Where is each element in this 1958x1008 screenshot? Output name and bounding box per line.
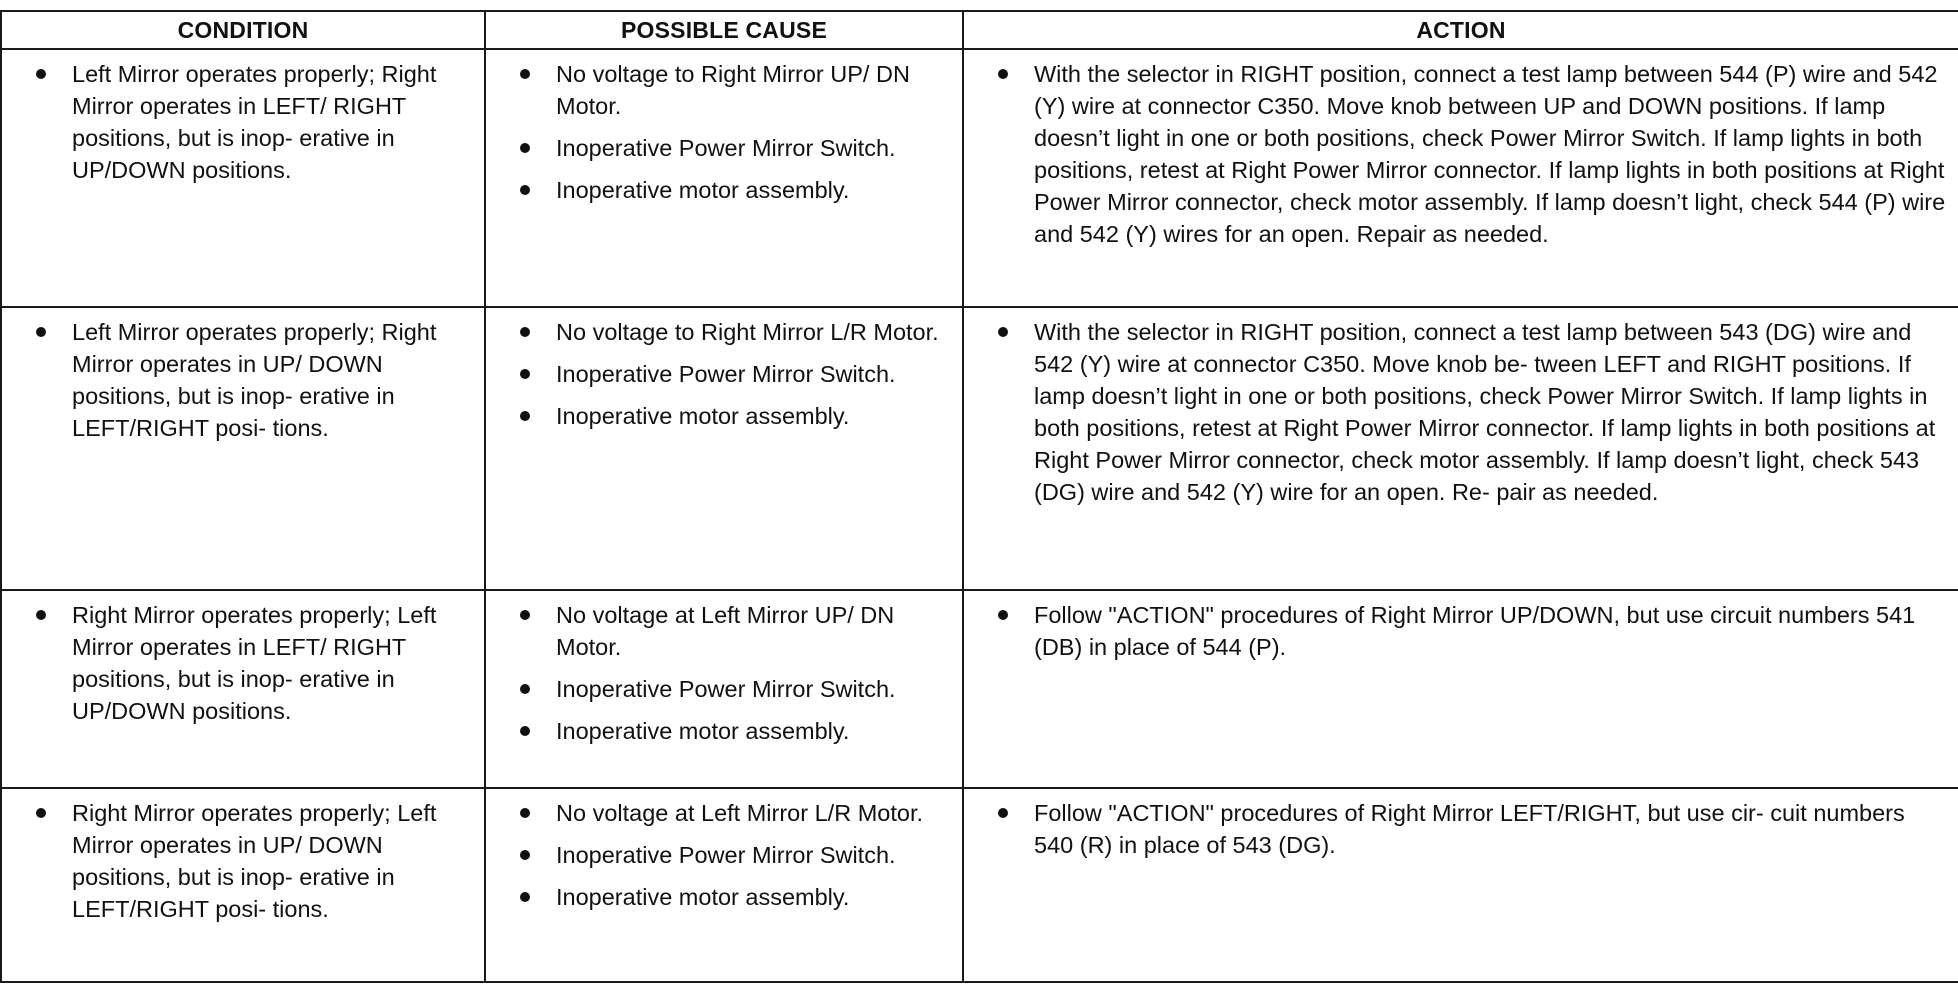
bullet-icon <box>36 327 46 337</box>
cause-cell <box>485 307 963 590</box>
list-item <box>500 400 952 432</box>
action-cell <box>963 788 1958 982</box>
action-text: Follow "ACTION" procedures of Right Mirror LEFT/RIGHT, but use cir- cuit numbers 540 (R) in place of 543 (DG). <box>1034 800 1905 858</box>
cause-text: Inoperative motor assembly. <box>556 177 850 203</box>
cause-cell <box>485 788 963 982</box>
cause-text: Inoperative Power Mirror Switch. <box>556 135 896 161</box>
action-text: With the selector in RIGHT position, connect a test lamp between 543 (DG) wire and 542 (Y) wire at connector C350. Move knob be- tween LEFT and RIGHT positions. If lamp doesn’t light in one or both positions, check Power Mirror Switch. If lamp lights in both positions, retest at Right Power Mirror connector. If lamp lights in both positions at Right Power Mirror connector, check motor assembly. If lamp doesn’t light, check 543 (DG) wire and 542 (Y) wire for an open. Re- pair as needed. <box>1034 319 1936 505</box>
table-row <box>1 49 1958 307</box>
bullet-icon <box>520 684 530 694</box>
cause-cell <box>485 49 963 307</box>
bullet-icon <box>998 327 1008 337</box>
list-item <box>500 839 952 871</box>
header-condition: CONDITION <box>1 11 485 49</box>
cause-text: Inoperative Power Mirror Switch. <box>556 676 896 702</box>
cause-cell <box>485 590 963 788</box>
bullet-icon <box>520 411 530 421</box>
condition-cell <box>1 49 485 307</box>
action-cell <box>963 590 1958 788</box>
header-action: ACTION <box>963 11 1958 49</box>
bullet-icon <box>998 610 1008 620</box>
list-item <box>500 881 952 913</box>
cause-text: Inoperative Power Mirror Switch. <box>556 842 896 868</box>
bullet-icon <box>520 610 530 620</box>
cause-text: No voltage at Left Mirror UP/ DN Motor. <box>556 602 895 660</box>
table-row <box>1 307 1958 590</box>
action-cell <box>963 49 1958 307</box>
action-text: Follow "ACTION" procedures of Right Mirror UP/DOWN, but use circuit numbers 541 (DB) in place of 544 (P). <box>1034 602 1916 660</box>
bullet-icon <box>520 892 530 902</box>
list-item <box>16 599 474 727</box>
bullet-icon <box>36 69 46 79</box>
bullet-icon <box>520 69 530 79</box>
bullet-icon <box>520 327 530 337</box>
action-text: With the selector in RIGHT position, connect a test lamp between 544 (P) wire and 542 (Y) wire at connector C350. Move knob between UP and DOWN positions. If lamp doesn’t light in one or both positions, check Power Mirror Switch. If lamp lights in both positions, retest at Right Power Mirror connector. If lamp lights in both positions at Right Power Mirror connector, check motor assembly. If lamp doesn’t light, check 544 (P) wire and 542 (Y) wires for an open. Repair as needed. <box>1034 61 1946 247</box>
condition-cell <box>1 788 485 982</box>
bullet-icon <box>520 808 530 818</box>
cause-text: No voltage to Right Mirror L/R Motor. <box>556 319 939 345</box>
list-item <box>500 174 952 206</box>
list-item <box>16 316 474 444</box>
header-possible-cause: POSSIBLE CAUSE <box>485 11 963 49</box>
list-item <box>500 58 952 122</box>
condition-text: Left Mirror operates properly; Right Mirror operates in LEFT/ RIGHT positions, but is inop- erative in UP/DOWN positions. <box>72 61 437 183</box>
list-item <box>500 599 952 663</box>
bullet-icon <box>520 850 530 860</box>
table-row <box>1 590 1958 788</box>
bullet-icon <box>998 69 1008 79</box>
bullet-icon <box>520 369 530 379</box>
condition-text: Right Mirror operates properly; Left Mirror operates in UP/ DOWN positions, but is inop- erative in LEFT/RIGHT posi- tions. <box>72 800 437 922</box>
list-item <box>16 58 474 186</box>
list-item <box>500 316 952 348</box>
list-item <box>500 797 952 829</box>
cause-text: No voltage to Right Mirror UP/ DN Motor. <box>556 61 910 119</box>
header-row <box>1 11 1958 49</box>
bullet-icon <box>520 143 530 153</box>
bullet-icon <box>520 726 530 736</box>
list-item <box>500 358 952 390</box>
diagnosis-table <box>0 10 1958 983</box>
list-item <box>978 316 1948 508</box>
list-item <box>978 599 1948 663</box>
cause-text: No voltage at Left Mirror L/R Motor. <box>556 800 924 826</box>
list-item <box>978 58 1948 250</box>
condition-cell <box>1 590 485 788</box>
list-item <box>500 673 952 705</box>
condition-text: Left Mirror operates properly; Right Mirror operates in UP/ DOWN positions, but is inop- erative in LEFT/RIGHT posi- tions. <box>72 319 437 441</box>
table-row <box>1 788 1958 982</box>
condition-text: Right Mirror operates properly; Left Mirror operates in LEFT/ RIGHT positions, but is inop- erative in UP/DOWN positions. <box>72 602 437 724</box>
bullet-icon <box>36 808 46 818</box>
list-item <box>500 715 952 747</box>
list-item <box>978 797 1948 861</box>
bullet-icon <box>36 610 46 620</box>
bullet-icon <box>998 808 1008 818</box>
list-item <box>500 132 952 164</box>
cause-text: Inoperative motor assembly. <box>556 403 850 429</box>
cause-text: Inoperative motor assembly. <box>556 718 850 744</box>
list-item <box>16 797 474 925</box>
action-cell <box>963 307 1958 590</box>
condition-cell <box>1 307 485 590</box>
cause-text: Inoperative motor assembly. <box>556 884 850 910</box>
cause-text: Inoperative Power Mirror Switch. <box>556 361 896 387</box>
bullet-icon <box>520 185 530 195</box>
